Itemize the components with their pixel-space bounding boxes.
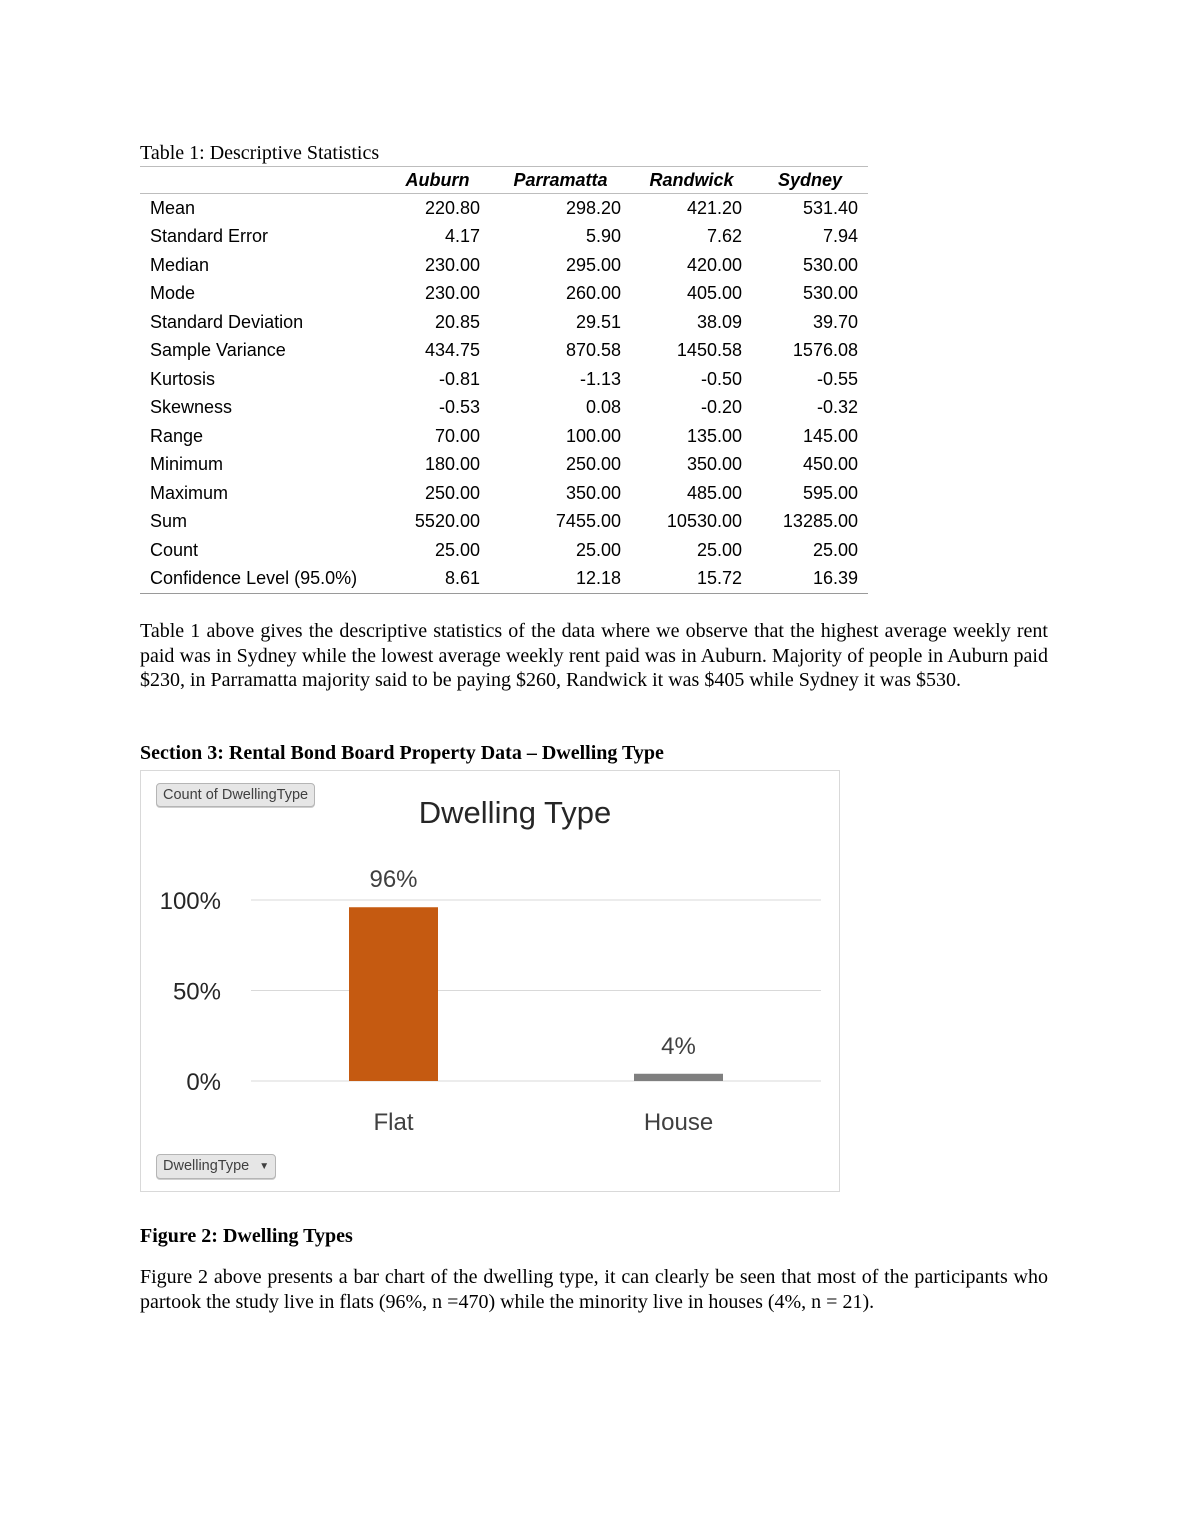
table-cell: 25.00 [575, 539, 621, 560]
table-cell: 870.58 [565, 340, 621, 361]
table-cell: 12.18 [575, 568, 621, 589]
table-cell: 15.72 [696, 568, 742, 589]
table-row [140, 194, 868, 223]
table-header-cell: Sydney [777, 169, 843, 190]
row-label: Maximum [150, 482, 229, 503]
row-label: Mode [150, 283, 196, 304]
row-label: Sample Variance [150, 340, 286, 361]
table-header-cell: Parramatta [513, 169, 608, 190]
bar-house [634, 1074, 723, 1081]
table-cell: 530.00 [802, 283, 858, 304]
table-cell: 0.08 [585, 397, 621, 418]
table-cell: -0.81 [438, 368, 480, 389]
table-cell: 5520.00 [414, 511, 480, 532]
row-label: Standard Error [150, 226, 269, 247]
chart-canvas [141, 771, 839, 1191]
dwelling-type-chart [140, 770, 840, 1192]
table-cell: 13285.00 [782, 511, 858, 532]
table-cell: 5.90 [585, 226, 621, 247]
table-cell: 1450.58 [676, 340, 742, 361]
row-label: Standard Deviation [150, 311, 304, 332]
row-label: Range [150, 425, 204, 446]
data-label: 4% [661, 1032, 696, 1060]
row-label: Kurtosis [150, 368, 216, 389]
table-cell: 145.00 [802, 425, 858, 446]
table-cell: 421.20 [686, 197, 742, 218]
count-field-button[interactable]: Count of DwellingType [156, 783, 315, 807]
category-label: Flat [373, 1109, 414, 1136]
table-cell: -0.20 [700, 397, 742, 418]
table-cell: -0.55 [816, 368, 858, 389]
category-label: House [643, 1109, 714, 1136]
table-row [140, 223, 868, 252]
table-cell: 16.39 [812, 568, 858, 589]
y-tick-label: 100% [159, 888, 221, 915]
table-cell: 7.94 [822, 226, 858, 247]
table-caption: Table 1: Descriptive Statistics [140, 142, 380, 164]
section-heading: Section 3: Rental Bond Board Property Data – Dwelling Type [140, 742, 664, 764]
table-cell: 7455.00 [555, 511, 621, 532]
table-cell: 25.00 [434, 539, 480, 560]
table-cell: -0.50 [700, 368, 742, 389]
table-cell: 595.00 [802, 482, 858, 503]
table-row [140, 422, 868, 451]
table-cell: 350.00 [565, 482, 621, 503]
y-tick-label: 0% [186, 1069, 221, 1096]
axis-field-dropdown-button[interactable] [156, 1154, 276, 1179]
table-cell: 230.00 [424, 283, 480, 304]
table-header-cell: Auburn [405, 169, 470, 190]
row-label: Count [150, 539, 199, 560]
table-cell: 100.00 [565, 425, 621, 446]
table-cell: 29.51 [575, 311, 621, 332]
table-cell: 4.17 [444, 226, 480, 247]
table-row [140, 536, 868, 565]
dropdown-arrow-icon: ▼ [259, 1161, 270, 1172]
row-label: Median [150, 254, 210, 275]
table-cell: 298.20 [565, 197, 621, 218]
table-cell: 1576.08 [792, 340, 858, 361]
table-cell: 230.00 [424, 254, 480, 275]
table-cell: 295.00 [565, 254, 621, 275]
table-cell: 531.40 [802, 197, 858, 218]
row-label: Mean [150, 197, 196, 218]
table-cell: 220.80 [424, 197, 480, 218]
table-cell: 10530.00 [666, 511, 742, 532]
figure-caption: Figure 2: Dwelling Types [140, 1225, 353, 1247]
row-label: Minimum [150, 454, 224, 475]
descriptive-statistics-table [140, 166, 868, 594]
table-row [140, 280, 868, 309]
axis-field-label: DwellingType [163, 1158, 250, 1174]
table-row [140, 451, 868, 480]
table-cell: 434.75 [424, 340, 480, 361]
table-cell: 350.00 [686, 454, 742, 475]
table-cell: 485.00 [686, 482, 742, 503]
table-row [140, 337, 868, 366]
table-cell: 260.00 [565, 283, 621, 304]
figure-description-paragraph: Figure 2 above presents a bar chart of the dwelling type, it can clearly be seen that most of the participants who partook the study live in flats (96%, n =470) while the minority live in houses (4%, n = 21). [140, 1266, 1048, 1313]
bar-flat [349, 907, 438, 1081]
table-cell: 450.00 [802, 454, 858, 475]
table-cell: 70.00 [434, 425, 480, 446]
table-cell: -0.53 [438, 397, 480, 418]
table-cell: 250.00 [565, 454, 621, 475]
table-cell: -1.13 [579, 368, 621, 389]
table-description-paragraph: Table 1 above gives the descriptive statistics of the data where we observe that the highest average weekly rent paid was in Sydney while the lowest average weekly rent paid was in Auburn. Majority of people in Auburn paid $230, in Parramatta majority said to be paying $260, Randwick it was $405 while Sydney it was $530. [140, 620, 1048, 691]
table-header-row [140, 167, 868, 194]
table-cell: 405.00 [686, 283, 742, 304]
table-cell: 420.00 [686, 254, 742, 275]
chart-title: Dwelling Type [418, 795, 612, 830]
data-label: 96% [369, 866, 418, 894]
row-label: Skewness [150, 397, 233, 418]
table-header-cell: Randwick [649, 169, 734, 190]
table-cell: 25.00 [812, 539, 858, 560]
table-cell: 20.85 [434, 311, 480, 332]
table-row [140, 394, 868, 423]
table-cell: -0.32 [816, 397, 858, 418]
table-cell: 135.00 [686, 425, 742, 446]
row-label: Confidence Level (95.0%) [150, 568, 358, 589]
table-row [140, 365, 868, 394]
table-row [140, 565, 868, 594]
table-cell: 7.62 [706, 226, 742, 247]
table-cell: 250.00 [424, 482, 480, 503]
table-cell: 530.00 [802, 254, 858, 275]
row-label: Sum [150, 511, 188, 532]
table-row [140, 508, 868, 537]
table-row [140, 251, 868, 280]
table-cell: 180.00 [424, 454, 480, 475]
table-row [140, 479, 868, 508]
table-cell: 25.00 [696, 539, 742, 560]
y-tick-label: 50% [172, 978, 221, 1006]
table-cell: 39.70 [812, 311, 858, 332]
table-row [140, 308, 868, 337]
table-cell: 38.09 [696, 311, 742, 332]
table-header-cell [140, 167, 385, 194]
table-cell: 8.61 [444, 568, 480, 589]
